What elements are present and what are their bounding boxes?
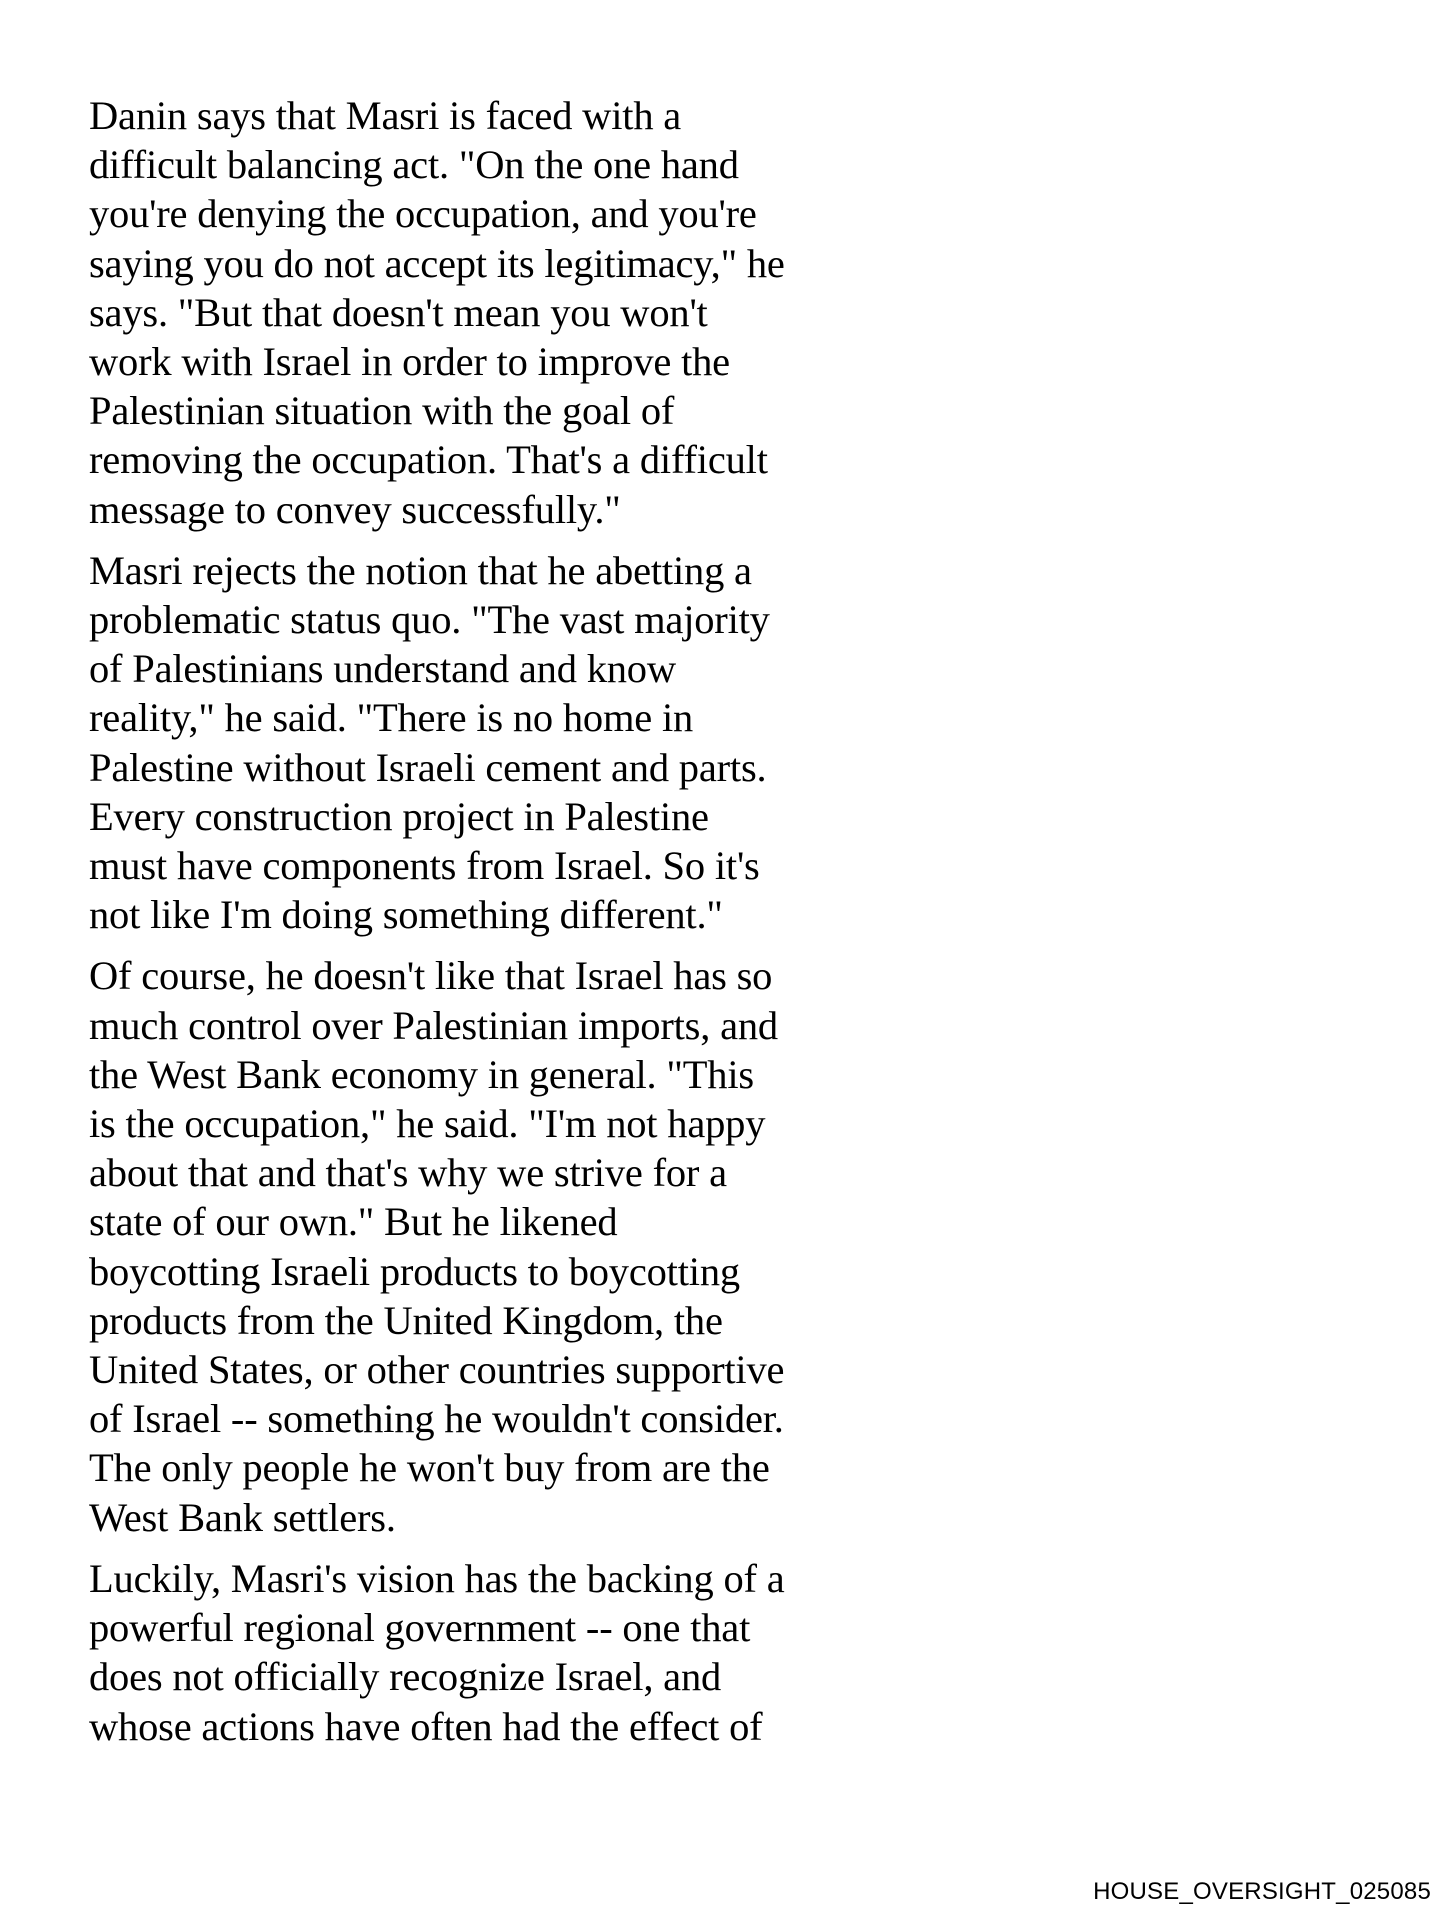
text-line: whose actions have often had the effect of [89, 1703, 763, 1749]
text-line: state of our own." But he likened [89, 1199, 618, 1245]
text-line: powerful regional government -- one that [89, 1605, 751, 1651]
text-line: Of course, he doesn't like that Israel has so [89, 953, 773, 999]
text-line: you're denying the occupation, and you're [89, 191, 757, 237]
text-line: Palestinian situation with the goal of [89, 388, 675, 434]
text-line: Luckily, Masri's vision has the backing of a [89, 1555, 785, 1601]
text-line: of Palestinians understand and know [89, 646, 676, 692]
text-line: says. "But that doesn't mean you won't [89, 289, 708, 335]
text-line: message to convey successfully." [89, 486, 621, 532]
text-line: Palestine without Israeli cement and parts. [89, 744, 767, 790]
paragraph [89, 1554, 869, 1751]
text-line: reality," he said. "There is no home in [89, 695, 694, 741]
text-line: difficult balancing act. "On the one hand [89, 142, 739, 188]
text-line: West Bank settlers. [89, 1494, 396, 1540]
text-line: work with Israel in order to improve the [89, 339, 730, 385]
text-line: removing the occupation. That's a difficult [89, 437, 768, 483]
text-line: boycotting Israeli products to boycotting [89, 1248, 740, 1294]
text-line: United States, or other countries supportive [89, 1347, 785, 1393]
text-line: Every construction project in Palestine [89, 793, 709, 839]
paragraph [89, 546, 869, 940]
text-line: Masri rejects the notion that he abetting a [89, 547, 752, 593]
text-line: must have components from Israel. So it's [89, 843, 760, 889]
paragraph [89, 951, 869, 1541]
document-body [89, 91, 869, 1763]
text-line: much control over Palestinian imports, and [89, 1002, 778, 1048]
paragraph [89, 91, 869, 534]
text-line: saying you do not accept its legitimacy," he [89, 240, 785, 286]
text-line: does not officially recognize Israel, and [89, 1654, 722, 1700]
text-line: products from the United Kingdom, the [89, 1297, 723, 1343]
text-line: of Israel -- something he wouldn't consider. [89, 1396, 784, 1442]
text-line: Danin says that Masri is faced with a [89, 93, 682, 138]
text-line: not like I'm doing something different." [89, 892, 723, 938]
text-line: The only people he won't buy from are the [89, 1445, 770, 1491]
text-line: about that and that's why we strive for a [89, 1150, 727, 1196]
text-line: problematic status quo. "The vast majority [89, 597, 770, 643]
text-line: the West Bank economy in general. "This [89, 1051, 754, 1097]
text-line: is the occupation," he said. "I'm not happy [89, 1101, 766, 1147]
bates-number: HOUSE_OVERSIGHT_025085 [1093, 1878, 1431, 1905]
